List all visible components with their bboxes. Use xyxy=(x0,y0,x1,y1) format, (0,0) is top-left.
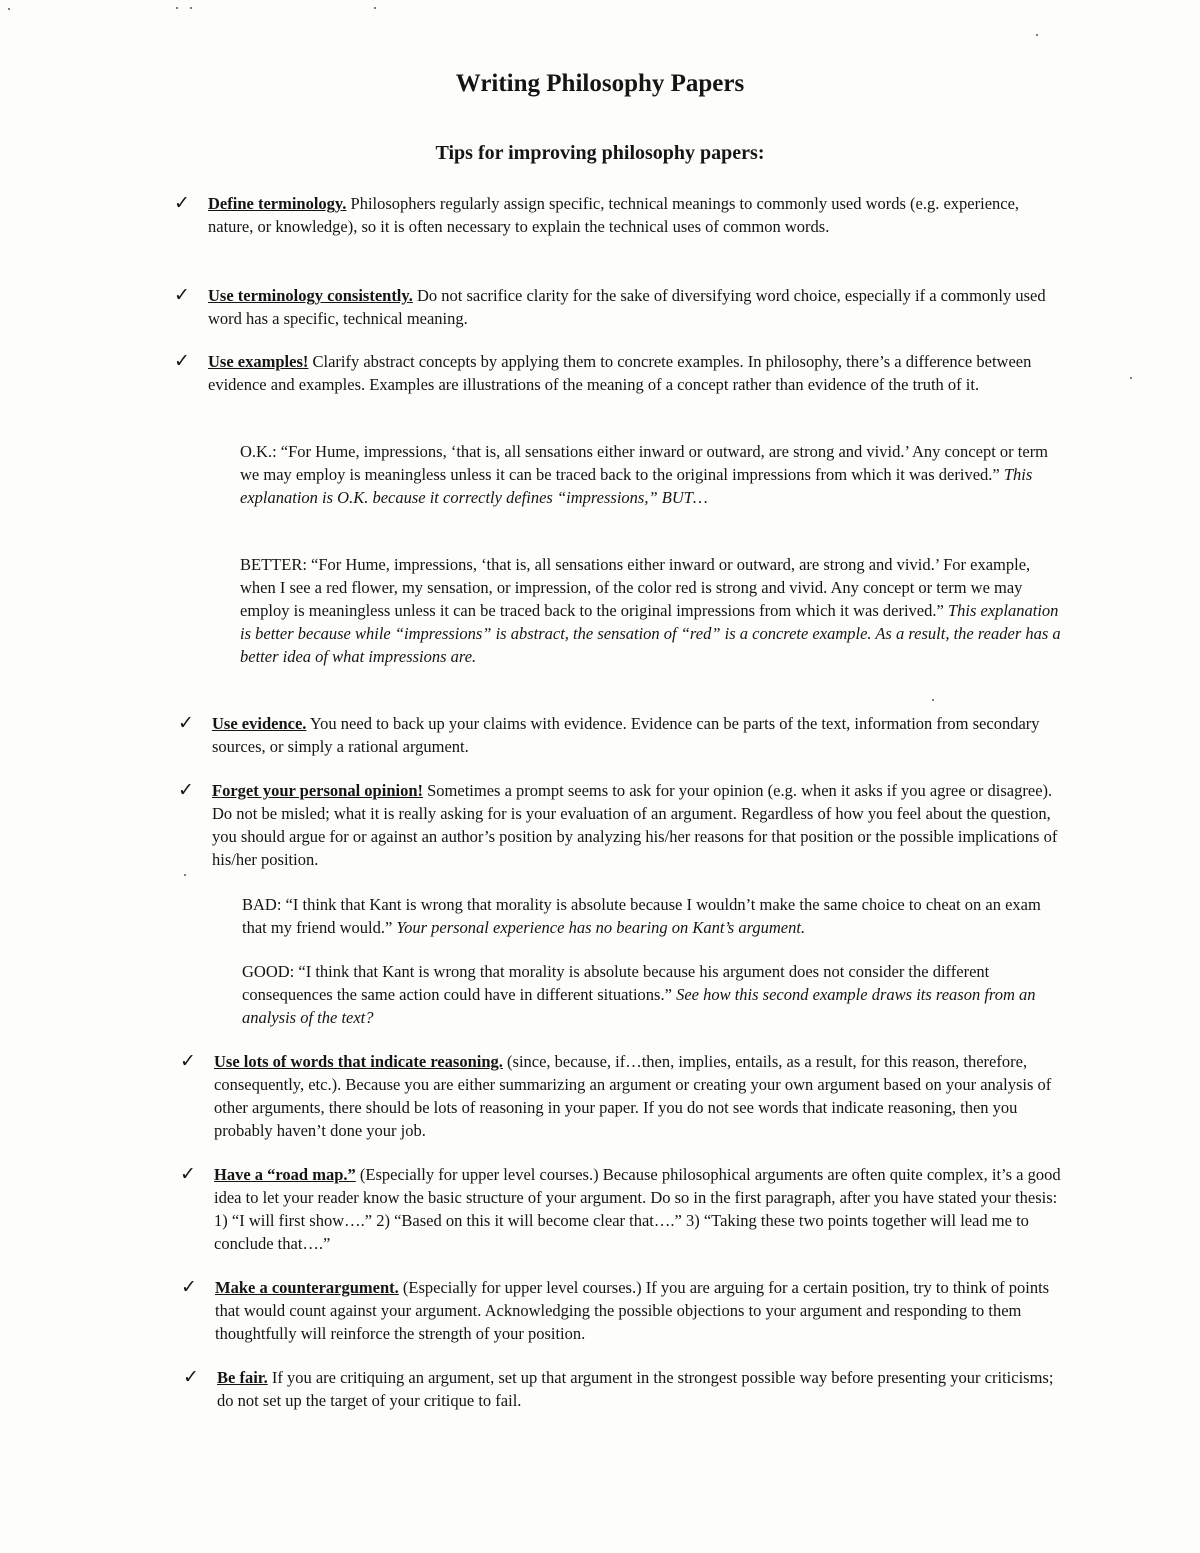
tip-heading: Forget your personal opinion! xyxy=(212,781,423,800)
tip-heading: Have a “road map.” xyxy=(214,1165,356,1184)
tip-be-fair xyxy=(183,1366,1072,1412)
checkmark-icon: ✓ xyxy=(180,1163,196,1185)
tip-body: Do not sacrifice clarity for the sake of diversifying word choice, especially if a commonly used word has a specific, technical meaning. xyxy=(208,286,1046,328)
example-ok xyxy=(240,440,1065,509)
tip-body: Sometimes a prompt seems to ask for your opinion (e.g. when it asks if you agree or disagree). Do not be misled; what it is really asking for is your evaluation of an argument. Regardless of how you feel about the question, you should argue for or against an author’s position by analyzing his/her reasons for that position or the possible implications of his/her position. xyxy=(212,781,1058,869)
tip-text xyxy=(214,1163,1069,1255)
tip-text xyxy=(208,350,1063,396)
checkmark-icon: ✓ xyxy=(180,1050,196,1072)
tip-counterargument xyxy=(181,1276,1070,1345)
example-comment: This explanation is better because while “impressions” is abstract, the sensation of “red” is a concrete example. As a result, the reader has a better idea of what impressions are. xyxy=(240,601,1061,666)
tip-heading: Use lots of words that indicate reasoning. xyxy=(214,1052,503,1071)
example-comment: See how this second example draws its reason from an analysis of the text? xyxy=(242,985,1036,1027)
tip-text xyxy=(208,192,1063,238)
example-comment: Your personal experience has no bearing on Kant’s argument. xyxy=(396,918,806,937)
example-good xyxy=(242,960,1067,1029)
tip-heading: Define terminology. xyxy=(208,194,347,213)
tip-body: (Especially for upper level courses.) If you are arguing for a certain position, try to think of points that would count against your argument. Acknowledging the possible objections to your argument and responding to them thoughtfully will reinforce the strength of your position. xyxy=(215,1278,1050,1343)
scan-speck xyxy=(184,874,186,876)
example-better xyxy=(240,553,1065,668)
scan-speck xyxy=(932,699,934,701)
tip-road-map xyxy=(180,1163,1069,1255)
tip-body: You need to back up your claims with evidence. Evidence can be parts of the text, information from secondary sources, or simply a rational argument. xyxy=(212,714,1040,756)
example-text: BETTER: “For Hume, impressions, ‘that is, all sensations either inward or outward, are strong and vivid.’ For example, when I see a red flower, my sensation, or impression, of the color red is strong and vivid. Any concept or term we may employ is meaningless unless it can be traced back to the original impressions from which it was derived.” xyxy=(240,555,1031,620)
tip-forget-personal-opinion xyxy=(178,779,1067,871)
tip-body: Philosophers regularly assign specific, technical meanings to commonly used words (e.g. experience, nature, or knowledge), so it is often necessary to explain the technical uses of common words. xyxy=(208,194,1020,236)
checkmark-icon: ✓ xyxy=(178,779,194,801)
example-text: GOOD: “I think that Kant is wrong that morality is absolute because his argument does not consider the different consequences the same action could have in different situations.” xyxy=(242,962,990,1004)
tip-heading: Use evidence. xyxy=(212,714,307,733)
tip-body: If you are critiquing an argument, set up that argument in the strongest possible way before presenting your criticisms; do not set up the target of your critique to fail. xyxy=(217,1368,1054,1410)
example-text: O.K.: “For Hume, impressions, ‘that is, all sensations either inward or outward, are strong and vivid.’ Any concept or term we may employ is meaningless unless it can be traced back to the original impressions from which it was derived.” xyxy=(240,442,1049,484)
checkmark-icon: ✓ xyxy=(174,192,190,214)
scan-speck xyxy=(8,8,10,10)
tip-text xyxy=(217,1366,1072,1412)
checkmark-icon: ✓ xyxy=(174,350,190,372)
page-title: Writing Philosophy Papers xyxy=(455,70,745,97)
checkmark-icon: ✓ xyxy=(181,1276,197,1298)
scan-speck xyxy=(1130,377,1132,379)
tip-text xyxy=(212,779,1067,871)
scan-speck xyxy=(374,7,376,9)
tip-use-evidence xyxy=(178,712,1067,758)
tip-text xyxy=(208,284,1063,330)
page-subtitle: Tips for improving philosophy papers: xyxy=(435,142,765,164)
tip-use-terminology-consistently xyxy=(174,284,1063,330)
example-text: BAD: “I think that Kant is wrong that morality is absolute because I wouldn’t make the same choice to cheat on an exam that my friend would.” xyxy=(242,895,1041,937)
tip-body: (Especially for upper level courses.) Because philosophical arguments are often quite complex, it’s a good idea to let your reader know the basic structure of your argument. Do so in the first paragraph, after you have stated your thesis: 1) “I will first show….” 2) “Based on this it will become clear that….” 3) “Taking these two points together will lead me to conclude that….” xyxy=(214,1165,1061,1253)
tip-body: Clarify abstract concepts by applying them to concrete examples. In philosophy, there’s a difference between evidence and examples. Examples are illustrations of the meaning of a concept rather than evidence of the truth of it. xyxy=(208,352,1032,394)
scan-speck xyxy=(1036,34,1038,36)
tip-heading: Make a counterargument. xyxy=(215,1278,399,1297)
scan-speck xyxy=(176,7,178,9)
tip-heading: Use terminology consistently. xyxy=(208,286,413,305)
example-comment: This explanation is O.K. because it correctly defines “impressions,” BUT… xyxy=(240,465,1033,507)
checkmark-icon: ✓ xyxy=(178,712,194,734)
tip-define-terminology xyxy=(174,192,1063,238)
checkmark-icon: ✓ xyxy=(183,1366,199,1388)
scan-speck xyxy=(190,7,192,9)
checkmark-icon: ✓ xyxy=(174,284,190,306)
tip-text xyxy=(212,712,1067,758)
tip-use-examples xyxy=(174,350,1063,396)
tip-text xyxy=(215,1276,1070,1345)
tip-text xyxy=(214,1050,1069,1142)
tip-body: (since, because, if…then, implies, entails, as a result, for this reason, therefore, consequently, etc.). Because you are either summarizing an argument or creating your own argument based on your analysis of other arguments, there should be lots of reasoning in your paper. If you do not see words that indicate reasoning, then you probably haven’t done your job. xyxy=(214,1052,1052,1140)
tip-heading: Use examples! xyxy=(208,352,309,371)
tip-use-reasoning-words xyxy=(180,1050,1069,1142)
example-bad xyxy=(242,893,1067,939)
tip-heading: Be fair. xyxy=(217,1368,268,1387)
